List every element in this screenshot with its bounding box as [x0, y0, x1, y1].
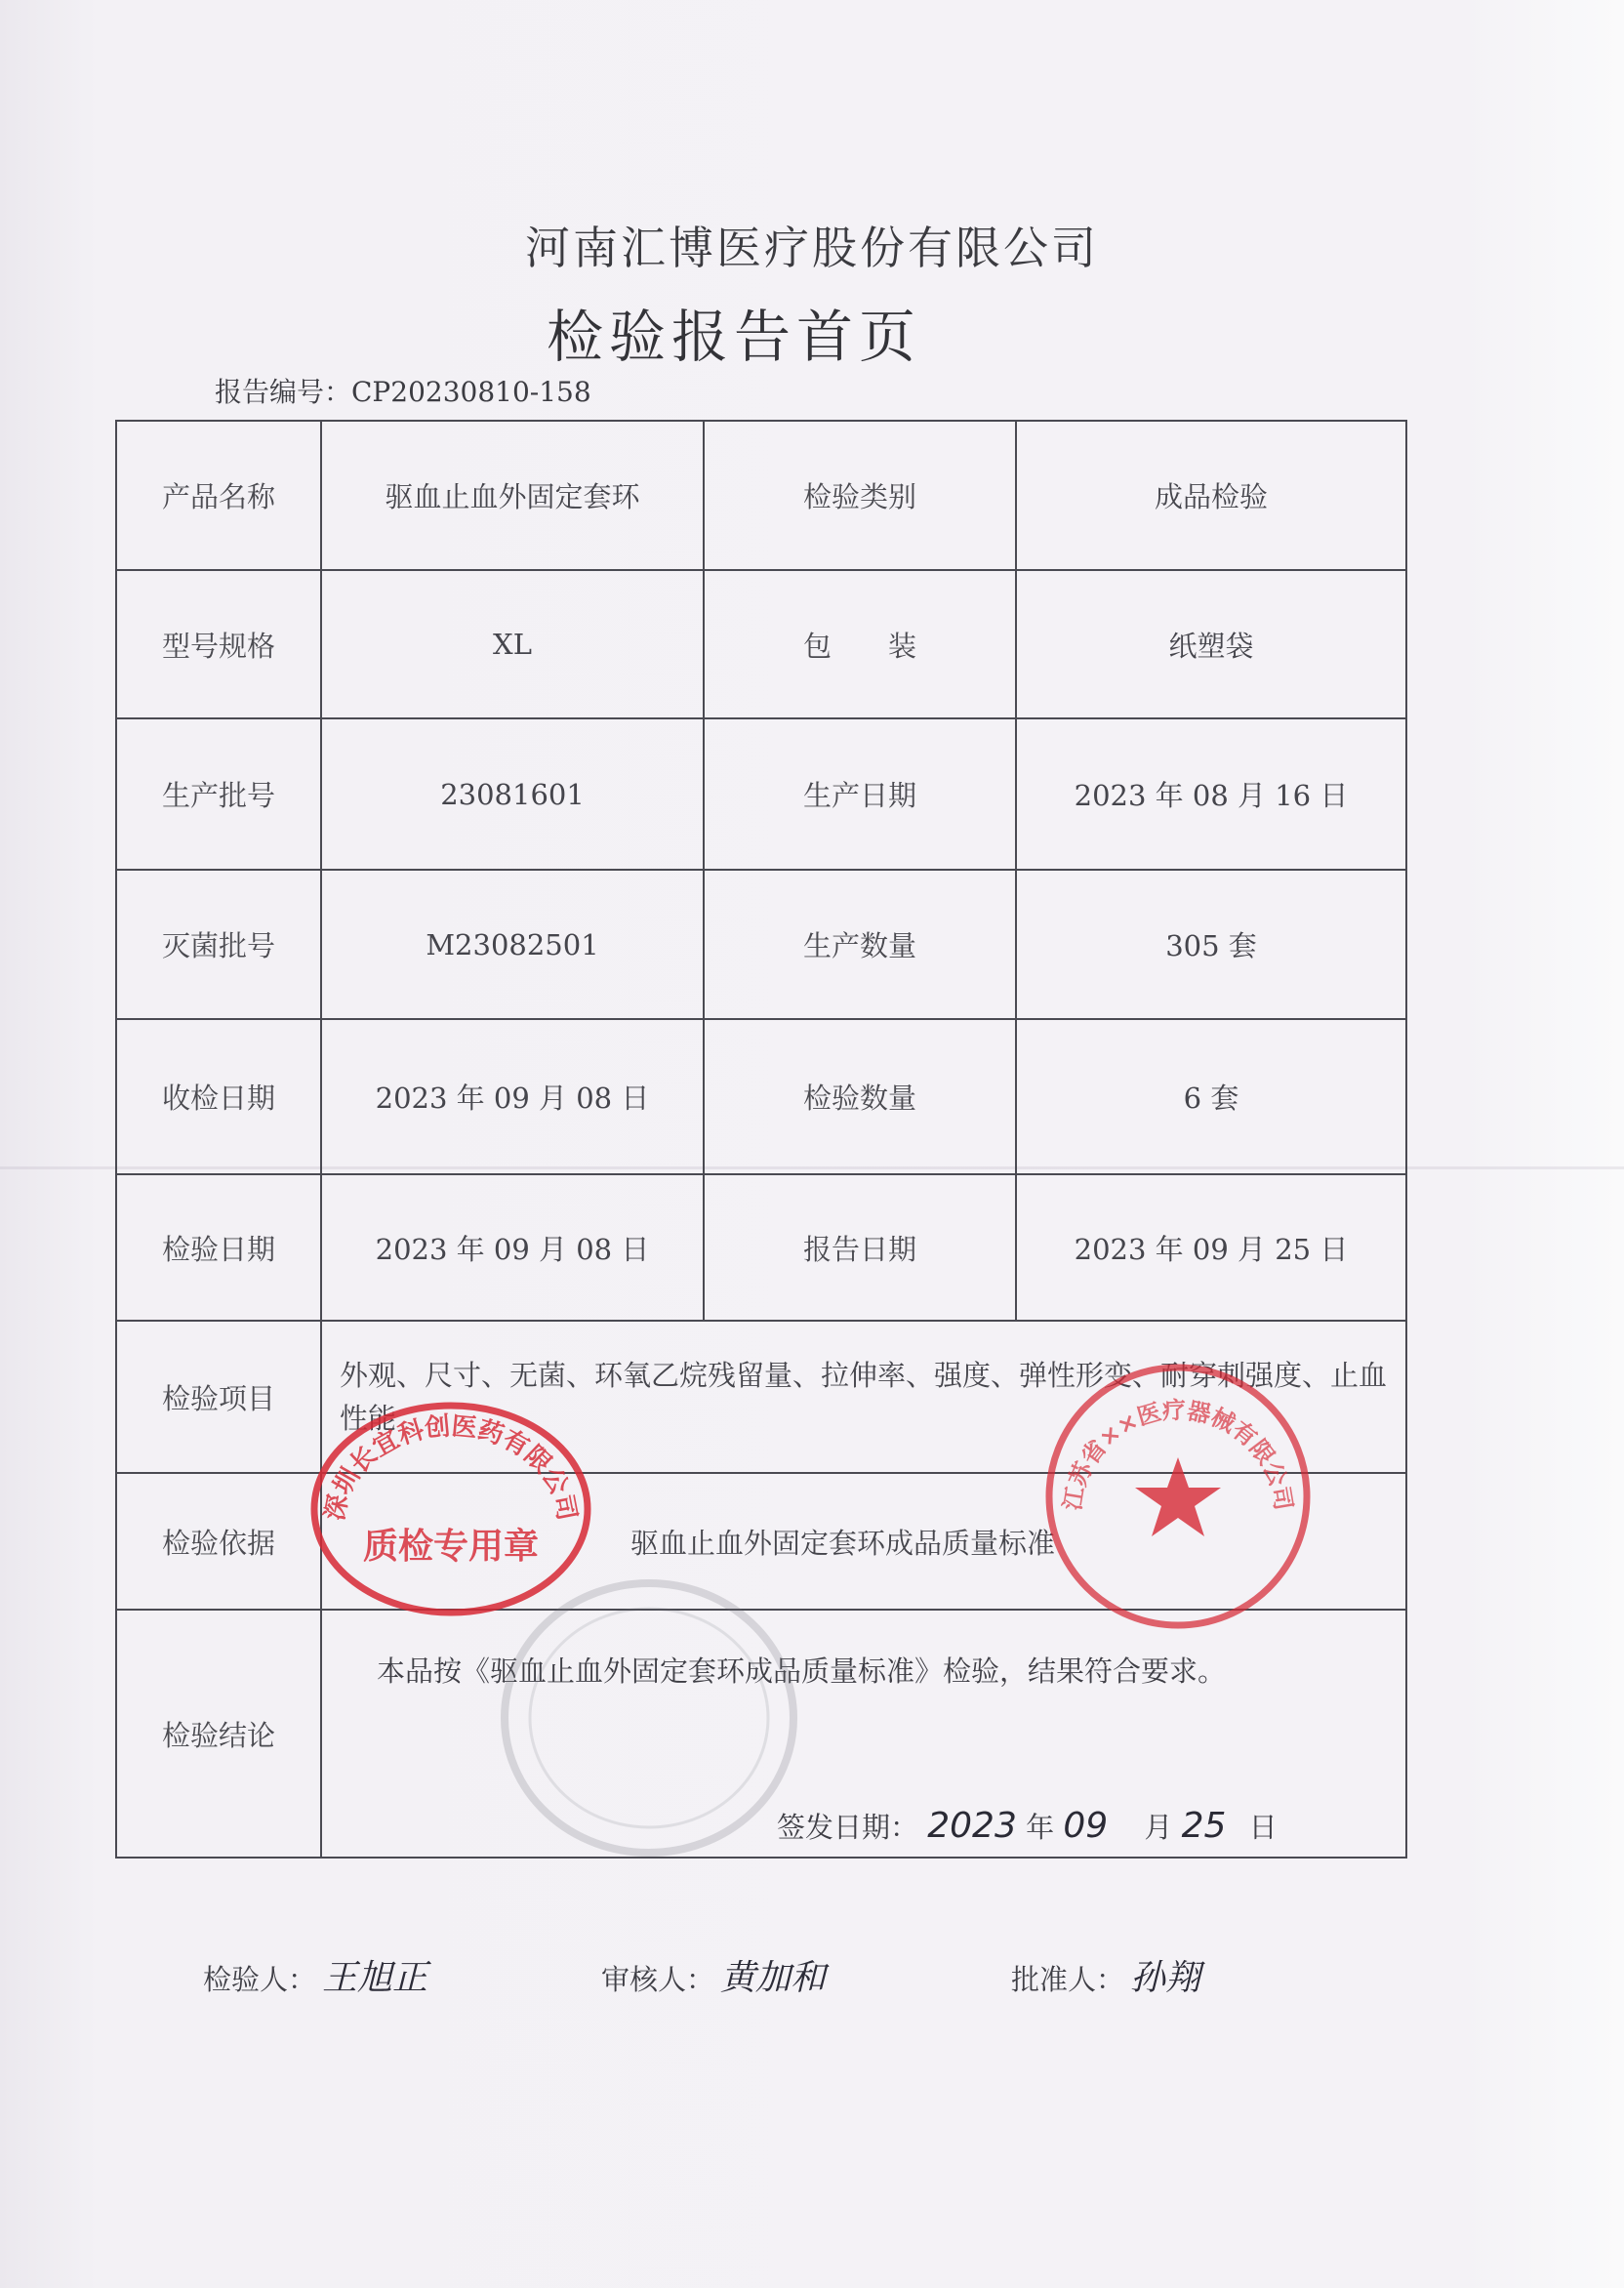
label-product-name: 产品名称 [116, 421, 321, 570]
issue-day-unit: 日 [1248, 1811, 1278, 1844]
star-icon [1135, 1457, 1221, 1536]
label-inspection-quantity: 检验数量 [704, 1019, 1016, 1174]
issue-date-line [777, 1806, 1278, 1846]
issue-date-label: 签发日期： [777, 1811, 919, 1844]
label-conclusion: 检验结论 [116, 1610, 321, 1858]
label-model-spec: 型号规格 [116, 570, 321, 718]
value-inspection-date: 2023 年 09 月 08 日 [321, 1174, 704, 1321]
reviewer-signature [601, 1950, 826, 2000]
issue-month-handwritten: 09 [1063, 1806, 1109, 1846]
report-title: 检验报告首页 [546, 304, 921, 370]
value-inspection-quantity: 6 套 [1016, 1019, 1406, 1174]
value-packaging: 纸塑袋 [1016, 570, 1406, 718]
company-name: 河南汇博医疗股份有限公司 [525, 222, 1099, 274]
label-inspection-items: 检验项目 [116, 1321, 321, 1473]
value-inspection-basis: 驱血止血外固定套环成品质量标准 [321, 1473, 1406, 1610]
left-seal-ring-text: 深圳长宜科创医药有限公司 [320, 1411, 582, 1524]
approver-label: 批准人： [1011, 1963, 1125, 1996]
value-production-batch: 23081601 [321, 718, 704, 870]
label-receipt-date: 收检日期 [116, 1019, 321, 1174]
label-packaging: 包 装 [704, 570, 1016, 718]
table-row [116, 570, 1406, 718]
label-sterilization-batch: 灭菌批号 [116, 870, 321, 1019]
value-product-name: 驱血止血外固定套环 [321, 421, 704, 570]
reviewer-name: 黄加和 [720, 1958, 827, 1998]
table-row [116, 870, 1406, 1019]
value-inspection-type: 成品检验 [1016, 421, 1406, 570]
label-report-date: 报告日期 [704, 1174, 1016, 1321]
conclusion-cell [321, 1610, 1406, 1858]
label-inspection-basis: 检验依据 [116, 1473, 321, 1610]
right-seal-ring-text: 江苏省××医疗器械有限公司 [1058, 1396, 1298, 1513]
inspector-signature [203, 1950, 427, 2000]
label-inspection-type: 检验类别 [704, 421, 1016, 570]
value-report-date: 2023 年 09 月 25 日 [1016, 1174, 1406, 1321]
table-row [116, 718, 1406, 870]
table-row [116, 1019, 1406, 1174]
label-inspection-date: 检验日期 [116, 1174, 321, 1321]
reviewer-label: 审核人： [601, 1963, 715, 1996]
inspector-name: 王旭正 [322, 1958, 428, 1998]
issue-year-handwritten: 2023 [927, 1806, 1017, 1846]
issue-year-unit: 年 [1026, 1811, 1055, 1844]
conclusion-text: 本品按《驱血止血外固定套环成品质量标准》检验，结果符合要求。 [377, 1655, 1227, 1688]
value-model-spec: XL [321, 570, 704, 718]
label-production-quantity: 生产数量 [704, 870, 1016, 1019]
company-seal-right [1036, 1355, 1320, 1638]
quality-inspection-seal [304, 1394, 597, 1618]
approver-signature [1011, 1950, 1200, 2000]
issue-month-unit: 月 [1144, 1811, 1173, 1844]
left-seal-center-text: 质检专用章 [362, 1527, 540, 1567]
value-inspection-items: 外观、尺寸、无菌、环氧乙烷残留量、拉伸率、强度、弹性形变、耐穿刺强度、止血性能 [321, 1321, 1406, 1473]
value-production-date: 2023 年 08 月 16 日 [1016, 718, 1406, 870]
approver-name: 孙翔 [1130, 1958, 1201, 1998]
issue-day-handwritten: 25 [1181, 1806, 1227, 1846]
label-production-batch: 生产批号 [116, 718, 321, 870]
value-production-quantity: 305 套 [1016, 870, 1406, 1019]
label-production-date: 生产日期 [704, 718, 1016, 870]
inspector-label: 检验人： [203, 1963, 317, 1996]
report-number: 报告编号：CP20230810-158 [215, 376, 591, 408]
value-sterilization-batch: M23082501 [321, 870, 704, 1019]
table-row [116, 1174, 1406, 1321]
table-row [116, 421, 1406, 570]
value-receipt-date: 2023 年 09 月 08 日 [321, 1019, 704, 1174]
